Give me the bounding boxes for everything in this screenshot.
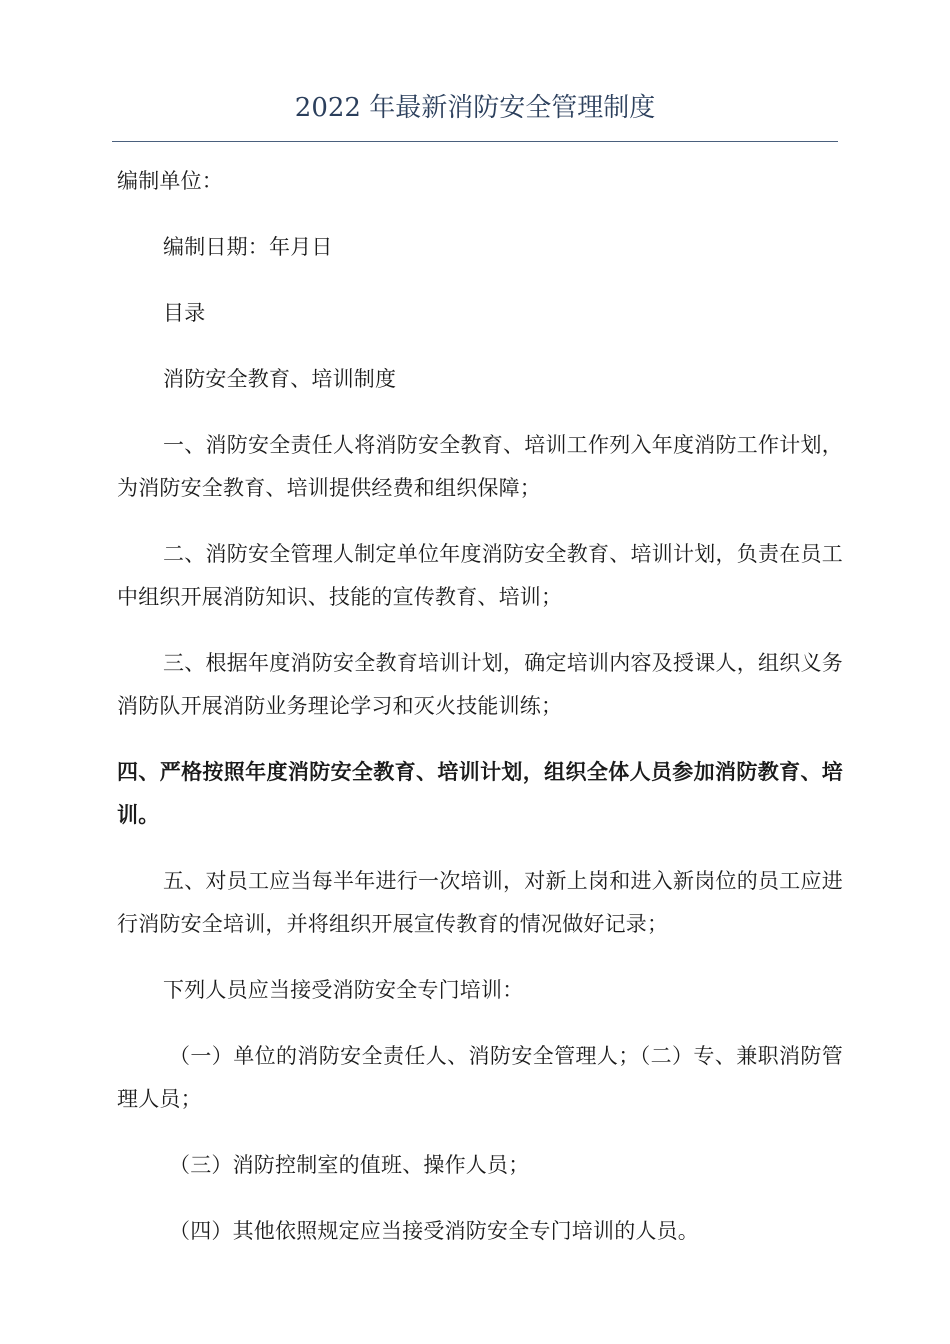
clause-3: 三、根据年度消防安全教育培训计划，确定培训内容及授课人，组织义务消防队开展消防业务理论学习和灭火技能训练； bbox=[117, 651, 843, 718]
clause-2: 二、消防安全管理人制定单位年度消防安全教育、培训计划，负责在员工中组织开展消防知识、技能的宣传教育、培训； bbox=[117, 542, 843, 609]
clause-1: 一、消防安全责任人将消防安全教育、培训工作列入年度消防工作计划，为消防安全教育、培训提供经费和组织保障； bbox=[117, 433, 843, 500]
title-divider bbox=[112, 141, 838, 142]
training-list-intro: 下列人员应当接受消防安全专门培训： bbox=[163, 978, 524, 1002]
training-item-4: （四）其他依照规定应当接受消防安全专门培训的人员。 bbox=[169, 1219, 699, 1243]
training-item-1-2: （一）单位的消防安全责任人、消防安全管理人；（二）专、兼职消防管理人员； bbox=[117, 1044, 843, 1111]
document-body bbox=[117, 160, 843, 1276]
clause-5: 五、对员工应当每半年进行一次培训，对新上岗和进入新岗位的员工应进行消防安全培训，并将组织开展宣传教育的情况做好记录； bbox=[117, 869, 843, 936]
toc-heading: 目录 bbox=[163, 301, 206, 325]
compiler-unit-line: 编制单位： bbox=[117, 169, 223, 193]
compile-date-line: 编制日期：年月日 bbox=[163, 235, 333, 259]
document-title: 2022 年最新消防安全管理制度 bbox=[294, 93, 656, 123]
section-heading: 消防安全教育、培训制度 bbox=[163, 367, 397, 391]
training-item-3: （三）消防控制室的值班、操作人员； bbox=[169, 1153, 530, 1177]
clause-4: 四、严格按照年度消防安全教育、培训计划，组织全体人员参加消防教育、培训。 bbox=[117, 760, 843, 827]
